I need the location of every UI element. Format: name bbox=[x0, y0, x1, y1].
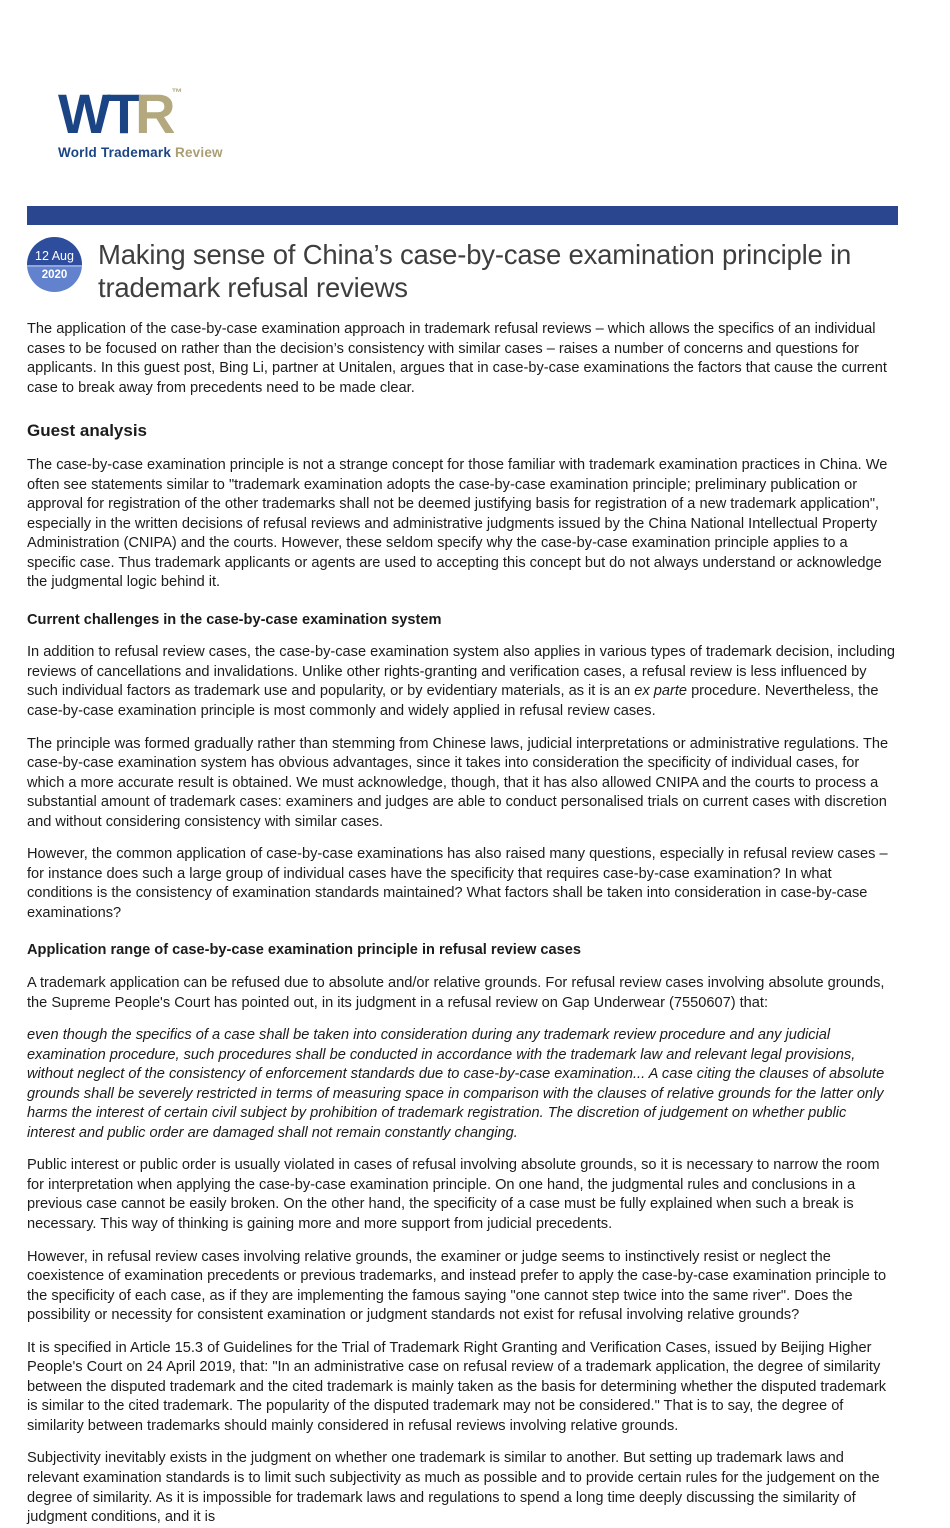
page-title: Making sense of China’s case-by-case examination principle in trademark refusal reviews bbox=[98, 239, 852, 303]
paragraph-2 bbox=[27, 643, 898, 721]
paragraph-5: A trademark application can be refused due to absolute and/or relative grounds. For refusal review cases involving absolute grounds, the Supreme People's Court has pointed out, in its judgment in a refusal review on Gap Underwear (7550607) that: bbox=[27, 974, 885, 1011]
paragraph-3: The principle was formed gradually rather than stemming from Chinese laws, judicial interpretations or administrative regulations. The case-by-case examination system has obvious advantages, since it takes into consideration the specificity of individual cases, for which a more accurate result is obtained. We must acknowledge, though, that it has also allowed CNIPA and the courts to process a substantial amount of trademark cases: examiners and judges are able to conduct personalised trials on current cases with discretion and without considering consistency with similar cases. bbox=[27, 735, 889, 830]
paragraph-6: Public interest or public order is usually violated in cases of refusal involving absolute grounds, so it is necessary to narrow the room for interpretation when applying the case-by-case examination principle. On one hand, the judgmental rules and conclusions in a previous case cannot be easily broken. On the other hand, the specificity of a case must be fully explained when such a break is necessary. This way of thinking is gaining more and more support from judicial precedents. bbox=[27, 1157, 880, 1232]
logo-wt: WT bbox=[58, 82, 138, 145]
subheading-current-challenges: Current challenges in the case-by-case examination system bbox=[27, 611, 442, 628]
date-badge-day-month: 12 Aug bbox=[27, 237, 82, 265]
trademark-symbol: ™ bbox=[171, 87, 183, 99]
paragraph-4: However, the common application of case-by-case examinations has also raised many questions, especially in refusal review cases – for instance does such a large group of individual cases have the specificity that requires case-by-case examination? In what conditions is the consistency of examination standards maintained? What factors shall be taken into consideration in case-by-case examinations? bbox=[27, 846, 888, 921]
subheading-application-range: Application range of case-by-case examination principle in refusal review cases bbox=[27, 942, 581, 959]
date-badge bbox=[27, 237, 82, 292]
court-judgment-quote: even though the specifics of a case shall be taken into consideration during any trademark review procedure and any judicial examination procedure, such procedures shall be conducted in accordance with the trademark law and relevant legal provisions, without neglect of the consistency of enforcement standards due to case-by-case examination... A case citing the clauses of absolute grounds shall be severely restricted in terms of measuring space in comparison with the clauses of relative grounds for the latter only harms the interest of certain civil subject by prohibition of trademark registration. The discretion of judgement on whether public interest and public order are damaged shall not remain constantly changing. bbox=[27, 1027, 885, 1141]
section-heading-guest-analysis: Guest analysis bbox=[27, 421, 148, 441]
paragraph-8: It is specified in Article 15.3 of Guidelines for the Trial of Trademark Right Granting and Verification Cases, issued by Beijing Higher People's Court on 24 April 2019, that: "In an administrative case on refusal review of a trademark application, the degree of similarity between the disputed trademark and the cited trademark is mainly taken as the basis for determining whether the disputed trademark is similar to the cited trademark. The popularity of the disputed trademark may not be considered." That is to say, the degree of similarity between trademarks should mainly considered in refusal reviews involving relative grounds. bbox=[27, 1339, 887, 1434]
wtr-logo-letters bbox=[58, 82, 223, 145]
logo-r: R bbox=[135, 82, 172, 145]
date-badge-year: 2020 bbox=[27, 265, 82, 293]
paragraph-2-latin-term: ex parte bbox=[634, 683, 688, 700]
paragraph-2-text: In addition to refusal review cases, the case-by-case examination system also applies in various types of trademark decision, including reviews of cancellations and invalidations. Unlike other rights-granting and verification cases, a refusal review is less influenced by such individual factors as trademark use and popularity, or by evidentiary materials, as it is an bbox=[27, 644, 895, 700]
intro-paragraph: The application of the case-by-case examination approach in trademark refusal reviews – which allows the specifics of an individual cases to be focused on rather than the decision’s consistency with similar cases – raises a number of concerns and questions for applicants. In this guest post, Bing Li, partner at Unitalen, argues that in case-by-case examinations the factors that cause the current case to break away from precedents need to be made clear. bbox=[27, 321, 887, 396]
article-body bbox=[27, 320, 898, 1528]
paragraph-9: Subjectivity inevitably exists in the judgment on whether one trademark is similar to another. But setting up trademark laws and relevant examination standards is to limit such subjectivity as much as possible and to provide certain rules for the judgement on the degree of similarity. As it is impossible for trademark laws and regulations to spend a long time deeply discussing the similarity of judgment conditions, and it is bbox=[27, 1450, 880, 1526]
paragraph-7: However, in refusal review cases involving relative grounds, the examiner or judge seems to instinctively resist or neglect the coexistence of examination precedents or previous trademarks, and instead prefer to apply the case-by-case examination principle to the specificity of each case, as if they are implementing the famous saying "one cannot step twice into the same river". Does the possibility or necessity for consistent examination or judgment standards not exist for refusal involving relative grounds? bbox=[27, 1248, 887, 1324]
article-header bbox=[27, 237, 898, 304]
masthead bbox=[0, 0, 950, 162]
tagline-review: Review bbox=[175, 145, 223, 160]
wtr-logo-tagline bbox=[58, 145, 223, 160]
header-accent-bar bbox=[27, 206, 898, 225]
paragraph-1: The case-by-case examination principle is not a strange concept for those familiar with trademark examination practices in China. We often see statements similar to "trademark examination adopts the case-by-case examination principle; preliminary publication or approval for registration of the other trademarks shall not be deemed justifying basis for registration of a new trademark application", especially in the written decisions of refusal reviews and administrative judgments issued by the China National Intellectual Property Administration (CNIPA) and the courts. However, these seldom specify why the case-by-case examination principle applies to a specific case. Thus trademark applicants or agents are used to accepting this concept but do not always understand or acknowledge the judgmental logic behind it. bbox=[27, 456, 888, 591]
tagline-world-trademark: World Trademark bbox=[58, 145, 172, 160]
paragraph-2-text-cont: procedure. Nevertheless, the case-by-case examination principle is most commonly and widely applied in refusal review cases. bbox=[27, 683, 879, 719]
wtr-logo[interactable] bbox=[58, 82, 223, 160]
